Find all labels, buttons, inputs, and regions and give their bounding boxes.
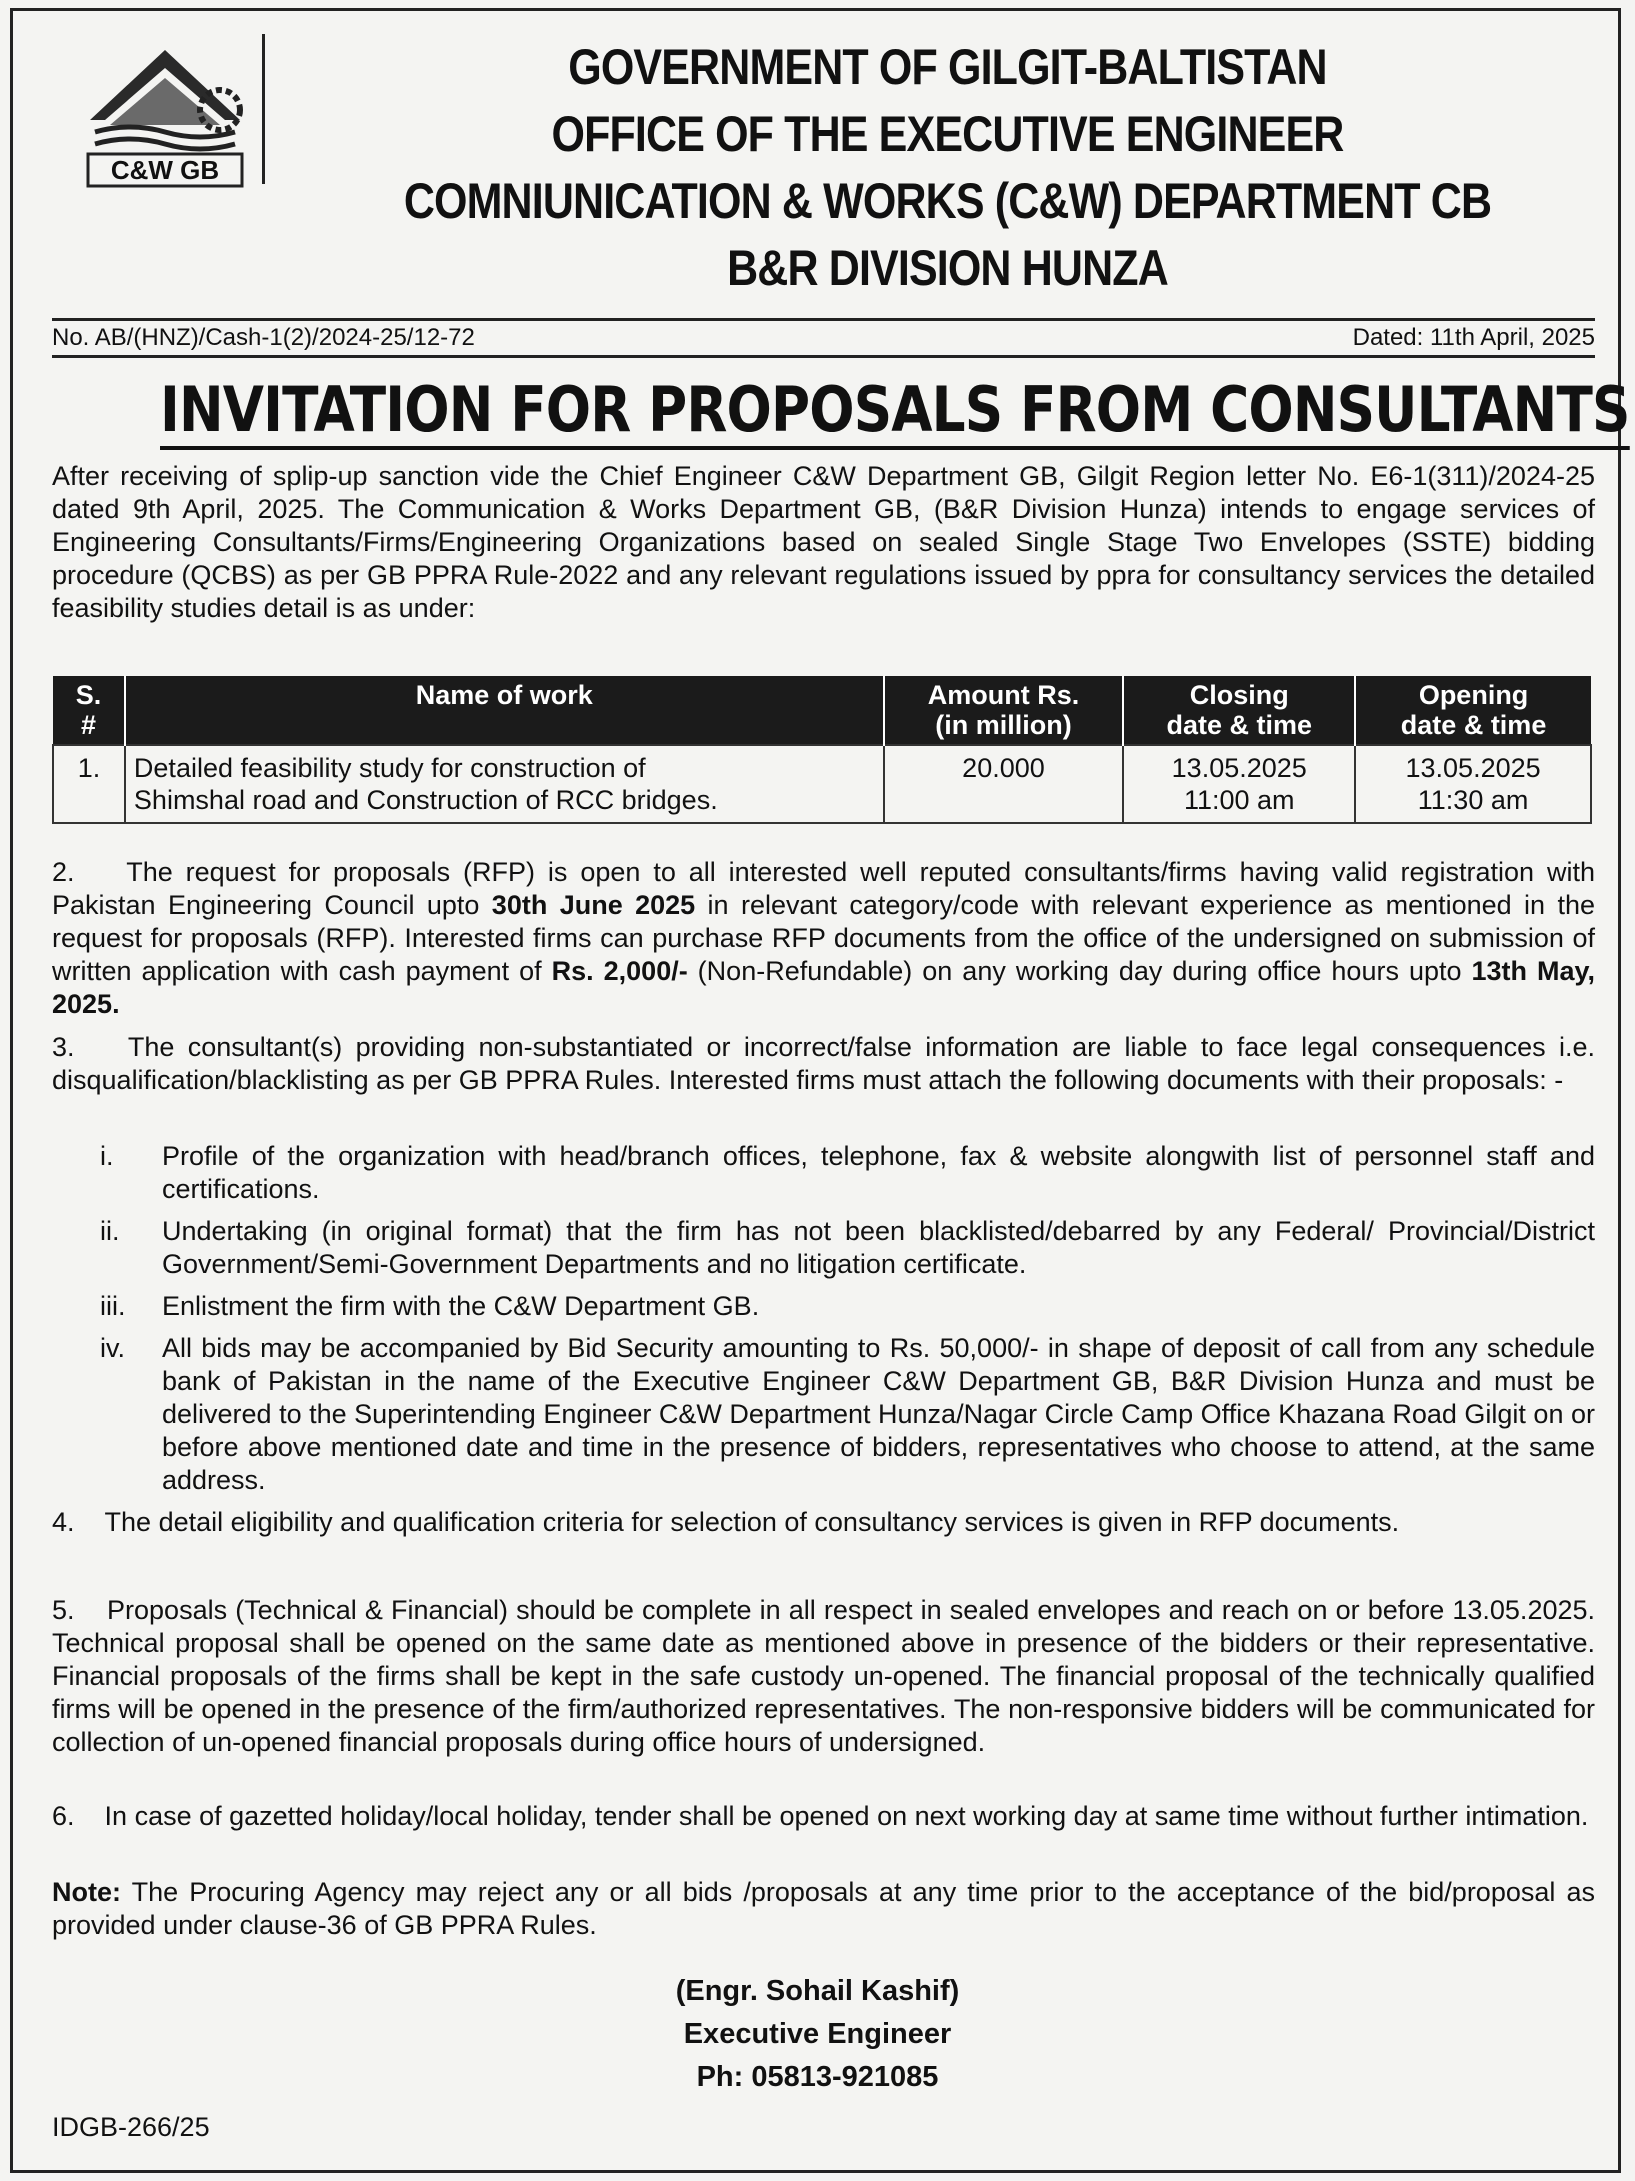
col-opening: Opening date & time (1355, 676, 1591, 745)
reference-line (52, 318, 1595, 358)
signatory-designation: Executive Engineer (683, 2018, 952, 2050)
table-header-row (53, 676, 1591, 745)
col-name: Name of work (125, 676, 884, 745)
reference-date: Dated: 11th April, 2025 (1352, 324, 1595, 351)
header-line-3: COMNIUNICATION & WORKS (C&W) DEPARTMENT CB (403, 173, 1492, 229)
logo-text: C&W GB (110, 155, 220, 185)
col-sno: S. # (53, 676, 125, 745)
col-closing: Closing date & time (1123, 676, 1355, 745)
list-item: ii. Undertaking (in original format) that the firm has not been blacklisted/debarred by any Federal/ Provincial/District Government/Semi-Government Departments and no litigation certificate. (100, 1216, 1595, 1279)
paragraph-4: 4. The detail eligibility and qualification criteria for selection of consultancy services is given in RFP documents. (52, 1507, 1400, 1537)
cell-amount: 20.000 (884, 745, 1124, 823)
cell-name: Detailed feasibility study for construction of Shimshal road and Construction of RCC bridges. (125, 745, 884, 823)
paragraph-2: 2. The request for proposals (RFP) is open to all interested well reputed consultants/firms having valid registration with Pakistan Engineering Council upto 30th June 2025 in relevant category/code with relevant experience as mentioned in the request for proposals (RFP). Interested firms can purchase RFP documents from the office of the undersigned on submission of written application with cash payment of Rs. 2,000/- (Non-Refundable) on any working day during office hours upto 13th May, 2025. (52, 857, 1596, 1019)
logo-divider (262, 34, 265, 184)
signature-block (0, 1970, 1635, 2099)
cell-closing: 13.05.2025 11:00 am (1123, 745, 1355, 823)
intro-paragraph: After receiving of splip-up sanction vide the Chief Engineer C&W Department GB, Gilgit Region letter No. E6-1(311)/2024-25 dated 9th April, 2025. The Communication & Works Department GB, (B&R Division Hunza) intends to engage services of Engineering Consultants/Firms/Engineering Organizations based on sealed Single Stage Two Envelopes (SSTE) bidding procedure (QCBS) as per GB PPRA Rule-2022 and any relevant regulations issued by ppra for consultancy services the detailed feasibility studies detail is as under: (52, 461, 1595, 623)
footer-code: IDGB-266/25 (52, 2112, 210, 2142)
signatory-phone: Ph: 05813-921085 (696, 2061, 939, 2093)
col-amount: Amount Rs. (in million) (884, 676, 1124, 745)
paragraph-5: 5. Proposals (Technical & Financial) should be complete in all respect in sealed envelopes and reach on or before 13.05.2025. Technical proposal shall be opened on the same date as mentioned above in presence of the bidders or their representative. Financial proposals of the firms shall be kept in the safe custody un-opened. The financial proposal of the technically qualified firms will be opened in the presence of the firm/authorized representatives. The non-responsive bidders will be communicated for collection of un-opened financial proposals during office hours of undersigned. (52, 1595, 1596, 1757)
paragraph-6: 6. In case of gazetted holiday/local holiday, tender shall be opened on next working day at same time without further intimation. (52, 1801, 1589, 1831)
signatory-name: (Engr. Sohail Kashif) (675, 1975, 960, 2007)
notice-title: INVITATION FOR PROPOSALS FROM CONSULTANTS (160, 372, 1487, 448)
cell-sno: 1. (53, 745, 125, 823)
list-item: iv. All bids may be accompanied by Bid Security amounting to Rs. 50,000/- in shape of deposit of call from any schedule bank of Pakistan in the name of the Executive Engineer C&W Department GB, B&R Division Hunza and must be delivered to the Superintending Engineer C&W Department Hunza/Nagar Circle Camp Office Khazana Road Gilgit on or before above mentioned date and time in the presence of bidders, representatives who choose to attend, at the same address. (100, 1333, 1595, 1495)
paragraph-3: 3. The consultant(s) providing non-substantiated or incorrect/false information are liable to face legal consequences i.e. disqualification/blacklisting as per GB PPRA Rules. Interested firms must attach the following documents with their proposals: - (52, 1032, 1595, 1095)
cell-opening: 13.05.2025 11:30 am (1355, 745, 1591, 823)
table-row (53, 745, 1591, 823)
works-table (52, 676, 1592, 824)
letterhead (270, 34, 1625, 302)
header-line-2: OFFICE OF THE EXECUTIVE ENGINEER (551, 106, 1344, 162)
reference-number: No. AB/(HNZ)/Cash-1(2)/2024-25/12-72 (52, 324, 475, 351)
header-line-1: GOVERNMENT OF GILGIT-BALTISTAN (568, 39, 1327, 95)
list-item: iii. Enlistment the firm with the C&W Department GB. (100, 1291, 760, 1321)
note-paragraph: Note: The Procuring Agency may reject any or all bids /proposals at any time prior to the acceptance of the bid/proposal as provided under clause-36 of GB PPRA Rules. (52, 1877, 1595, 1940)
document-list (100, 1140, 1595, 1506)
cw-gb-logo (70, 30, 260, 190)
list-item: i. Profile of the organization with head/branch offices, telephone, fax & website alongwith list of personnel staff and certifications. (100, 1141, 1595, 1204)
header-line-4: B&R DIVISION HUNZA (727, 240, 1168, 296)
